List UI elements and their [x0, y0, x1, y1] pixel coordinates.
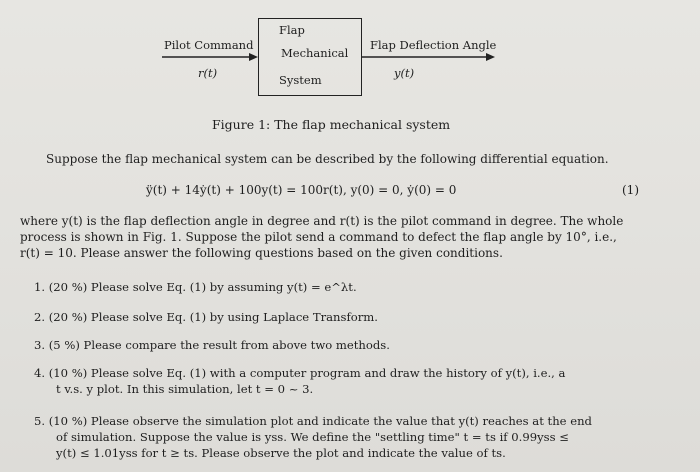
- question-2: 2. (20 %) Please solve Eq. (1) by using Laplace Transform.: [34, 310, 378, 324]
- question-4-line-1: 4. (10 %) Please solve Eq. (1) with a computer program and draw the history of y(t), i.e., a: [34, 366, 566, 380]
- input-arrow-head: [249, 53, 258, 61]
- question-5-line-1: 5. (10 %) Please observe the simulation plot and indicate the value that y(t) reaches at the end: [34, 414, 592, 428]
- output-label: Flap Deflection Angle: [370, 38, 497, 52]
- block-label-line1: Flap: [279, 23, 305, 37]
- paragraph-line-2: process is shown in Fig. 1. Suppose the pilot send a command to defect the flap angle by 10°, i.e.,: [20, 230, 617, 244]
- equation-number: (1): [622, 183, 639, 197]
- question-5-line-2: of simulation. Suppose the value is yss. We define the "settling time" t = ts if 0.99yss ≤: [56, 430, 569, 444]
- question-1: 1. (20 %) Please solve Eq. (1) by assuming y(t) = e^λt.: [34, 280, 357, 294]
- differential-equation: ÿ(t) + 14ẏ(t) + 100y(t) = 100r(t), y(0) = 0, ẏ(0) = 0: [146, 183, 457, 197]
- input-signal: r(t): [198, 66, 218, 80]
- question-3: 3. (5 %) Please compare the result from above two methods.: [34, 338, 390, 352]
- block-label-line2: Mechanical: [281, 46, 349, 60]
- figure-caption: Figure 1: The flap mechanical system: [212, 117, 451, 132]
- output-arrow-head: [486, 53, 495, 61]
- intro-sentence: Suppose the flap mechanical system can be described by the following differential equation.: [46, 152, 609, 166]
- output-signal: y(t): [394, 66, 415, 80]
- question-4-line-2: t v.s. y plot. In this simulation, let t = 0 ~ 3.: [56, 382, 314, 396]
- question-5-line-3: y(t) ≤ 1.01yss for t ≥ ts. Please observe the plot and indicate the value of ts.: [56, 446, 506, 460]
- input-label: Pilot Command: [164, 38, 254, 52]
- flap-system-block: [258, 18, 362, 96]
- block-label-line3: System: [279, 73, 322, 87]
- paragraph-line-3: r(t) = 10. Please answer the following questions based on the given conditions.: [20, 246, 503, 260]
- paragraph-line-1: where y(t) is the flap deflection angle in degree and r(t) is the pilot command in degree. The whole: [20, 214, 624, 228]
